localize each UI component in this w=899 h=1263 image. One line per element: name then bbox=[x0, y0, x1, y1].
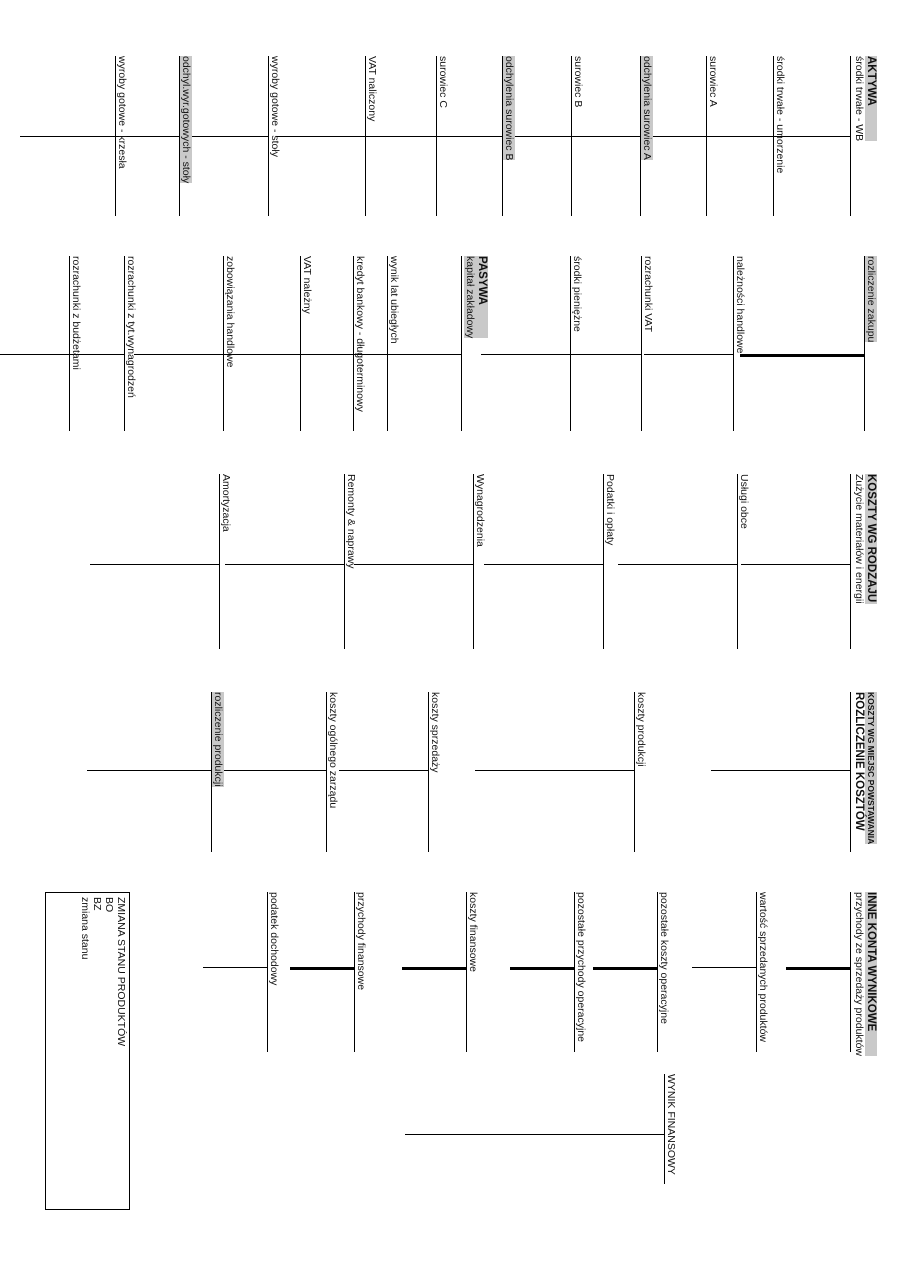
account-name: koszty ogólnego zarządu bbox=[327, 692, 339, 809]
account-label bbox=[224, 256, 236, 368]
account-label bbox=[70, 256, 82, 370]
t-account-vertical bbox=[786, 967, 851, 970]
account-name: kredyt bankowy - długoterminowy bbox=[354, 256, 366, 412]
t-account-horizontal bbox=[756, 892, 757, 1052]
account-name: surowiec A bbox=[707, 56, 719, 107]
bo-label: BO bbox=[103, 897, 115, 913]
account-name: odchyl.wyr.gotowych - stoły bbox=[180, 56, 192, 184]
t-account-horizontal bbox=[267, 892, 268, 1052]
t-account-vertical bbox=[484, 564, 604, 565]
t-account-horizontal bbox=[219, 474, 220, 649]
account-label bbox=[464, 256, 488, 338]
account-label bbox=[327, 692, 339, 808]
account-label bbox=[665, 1074, 677, 1175]
account-name: Wynagrodzenia bbox=[474, 474, 486, 547]
account-name: VAT należny bbox=[301, 256, 313, 314]
koszty-miejsc-small-heading: KOSZTY WG MIEJSC POWSTAWANIA bbox=[866, 692, 876, 845]
t-account-vertical bbox=[740, 354, 865, 357]
t-account-horizontal bbox=[473, 474, 474, 649]
t-account-horizontal bbox=[124, 256, 125, 431]
account-label bbox=[116, 56, 128, 169]
account-name: Usługi obce bbox=[738, 474, 750, 529]
account-name: środki pieniężne bbox=[571, 256, 583, 332]
t-account-vertical bbox=[402, 967, 467, 970]
t-account-horizontal bbox=[223, 256, 224, 431]
account-label bbox=[642, 256, 654, 332]
t-account-vertical bbox=[290, 967, 355, 970]
account-label bbox=[268, 892, 280, 985]
account-name: surowiec B bbox=[572, 56, 584, 108]
account-label bbox=[853, 892, 877, 1056]
account-label bbox=[212, 692, 224, 787]
account-label bbox=[571, 256, 583, 332]
account-name: VAT naliczony bbox=[366, 56, 378, 122]
t-account-horizontal bbox=[657, 892, 658, 1052]
account-label bbox=[354, 256, 366, 412]
account-name: odchylenia surowiec B bbox=[503, 56, 515, 161]
account-label bbox=[575, 892, 587, 1042]
inne-konta-heading: INNE KONTA WYNIKOWE bbox=[865, 892, 877, 1056]
t-account-horizontal bbox=[326, 692, 327, 852]
account-label bbox=[429, 692, 441, 773]
account-name: rozliczenie produkcji bbox=[212, 692, 224, 787]
account-label bbox=[734, 256, 746, 353]
account-label bbox=[269, 56, 281, 157]
t-account-horizontal bbox=[300, 256, 301, 431]
account-name: rozrachunki z budżetami bbox=[70, 256, 82, 370]
account-label bbox=[757, 892, 769, 1042]
t-account-vertical bbox=[618, 564, 738, 565]
account-name: odchylenia surowiec A bbox=[641, 56, 653, 160]
account-name: należności handlowe bbox=[734, 256, 746, 354]
zmiana-stanu-box bbox=[45, 892, 130, 1210]
account-label bbox=[641, 56, 653, 160]
account-name: zobowiązania handlowe bbox=[224, 256, 236, 368]
account-name: koszty finansowe bbox=[467, 892, 479, 972]
t-account-vertical bbox=[405, 1134, 665, 1135]
t-account-vertical bbox=[339, 770, 429, 771]
t-account-horizontal bbox=[634, 692, 635, 852]
t-account-vertical bbox=[225, 564, 345, 565]
account-label bbox=[707, 56, 719, 107]
t-account-vertical bbox=[20, 136, 116, 137]
account-name: kapitał zakładowy bbox=[464, 256, 476, 339]
account-label bbox=[853, 474, 877, 604]
account-name: wynik lat ubiegłych bbox=[388, 256, 400, 344]
t-account-vertical bbox=[510, 967, 575, 970]
t-account-vertical bbox=[692, 967, 757, 968]
account-name: rozrachunki z tyt.wynagrodzeń bbox=[125, 256, 137, 398]
t-account-horizontal bbox=[428, 692, 429, 852]
zmiana-stanu-label: zmiana stanu bbox=[79, 897, 91, 960]
t-account-horizontal bbox=[466, 892, 467, 1052]
koszty-rodzaju-heading: KOSZTY WG RODZAJU bbox=[865, 474, 877, 603]
account-name: wyroby gotowe - krzesła bbox=[116, 56, 128, 169]
account-name: środki trwałe - umorzenie bbox=[774, 56, 786, 174]
account-name: koszty sprzedaży bbox=[429, 692, 441, 773]
account-name: podatek dochodowy bbox=[268, 892, 280, 986]
account-name: wyroby gotowe - stoły bbox=[269, 56, 281, 157]
aktywa-heading: AKTYWA bbox=[865, 56, 877, 141]
rozliczenie-kosztow-heading: ROZLICZENIE KOSZTÓW bbox=[853, 692, 865, 831]
account-name: rozrachunki VAT bbox=[642, 256, 654, 333]
account-label bbox=[865, 256, 877, 342]
t-account-horizontal bbox=[211, 692, 212, 852]
t-account-vertical bbox=[593, 967, 658, 970]
account-name: Podatki i opłaty bbox=[604, 474, 616, 546]
account-label bbox=[437, 56, 449, 108]
account-name: pozostałe koszty operacyjne bbox=[658, 892, 670, 1024]
account-label bbox=[467, 892, 479, 972]
t-account-horizontal bbox=[733, 256, 734, 431]
account-label bbox=[345, 474, 357, 569]
t-account-vertical bbox=[87, 770, 212, 771]
account-label bbox=[738, 474, 750, 529]
account-name: Zużycie materiałów i energii bbox=[853, 474, 865, 604]
t-account-horizontal bbox=[850, 892, 851, 1052]
t-account-horizontal bbox=[641, 256, 642, 431]
account-label bbox=[388, 256, 400, 344]
account-label bbox=[180, 56, 192, 183]
t-account-vertical bbox=[0, 354, 70, 355]
bz-label: BZ bbox=[91, 897, 103, 911]
t-account-vertical bbox=[179, 136, 269, 137]
t-account-horizontal bbox=[864, 256, 865, 431]
account-label bbox=[125, 256, 137, 398]
account-name: Amortyzacja bbox=[220, 474, 232, 532]
t-account-vertical bbox=[207, 770, 327, 771]
t-account-vertical bbox=[276, 136, 366, 137]
account-label bbox=[503, 56, 515, 160]
account-label bbox=[635, 692, 647, 767]
t-account-vertical bbox=[134, 354, 224, 355]
t-account-horizontal bbox=[603, 474, 604, 649]
t-account-horizontal bbox=[387, 256, 388, 431]
account-label bbox=[220, 474, 232, 532]
t-account-horizontal bbox=[353, 256, 354, 431]
t-account-vertical bbox=[386, 354, 462, 355]
t-account-horizontal bbox=[850, 474, 851, 649]
t-account-horizontal bbox=[69, 256, 70, 431]
account-label bbox=[474, 474, 486, 547]
t-account-horizontal bbox=[344, 474, 345, 649]
t-account-vertical bbox=[481, 354, 571, 355]
account-name: koszty produkcji bbox=[635, 692, 647, 767]
account-name: Remonty & naprawy bbox=[345, 474, 357, 569]
account-label bbox=[853, 692, 877, 844]
zmiana-stanu-title: ZMIANA STANU PRODUKTÓW bbox=[115, 897, 127, 1047]
account-name: środki trwałe - WB bbox=[853, 56, 865, 142]
t-account-vertical bbox=[644, 354, 734, 355]
t-account-horizontal bbox=[461, 256, 462, 431]
account-name: surowiec C bbox=[437, 56, 449, 108]
t-account-horizontal bbox=[354, 892, 355, 1052]
t-account-vertical bbox=[354, 564, 474, 565]
account-label bbox=[355, 892, 367, 990]
account-label bbox=[604, 474, 616, 545]
account-label bbox=[301, 256, 313, 314]
t-account-vertical bbox=[711, 770, 851, 771]
account-label bbox=[572, 56, 584, 107]
t-account-vertical bbox=[203, 967, 268, 968]
account-label bbox=[366, 56, 378, 121]
account-label bbox=[658, 892, 670, 1024]
t-account-vertical bbox=[90, 564, 220, 565]
t-account-horizontal bbox=[850, 692, 851, 852]
account-label bbox=[853, 56, 877, 141]
pasywa-heading: PASYWA bbox=[476, 256, 488, 338]
t-account-horizontal bbox=[574, 892, 575, 1052]
t-account-vertical bbox=[475, 770, 635, 771]
t-account-horizontal bbox=[664, 1074, 665, 1184]
account-label bbox=[774, 56, 786, 173]
t-account-horizontal bbox=[737, 474, 738, 649]
account-name: przychody ze sprzedaży produktów bbox=[853, 892, 865, 1056]
account-name: pozostałe przychody operacyjne bbox=[575, 892, 587, 1043]
account-name: rozliczenie zakupu bbox=[865, 256, 877, 343]
account-name: przychody finansowe bbox=[355, 892, 367, 991]
t-account-vertical bbox=[741, 564, 851, 565]
t-account-horizontal bbox=[570, 256, 571, 431]
account-name: wartość sprzedanych produktów bbox=[757, 892, 769, 1042]
wynik-finansowy-heading: WYNIK FINANSOWY bbox=[665, 1074, 677, 1175]
